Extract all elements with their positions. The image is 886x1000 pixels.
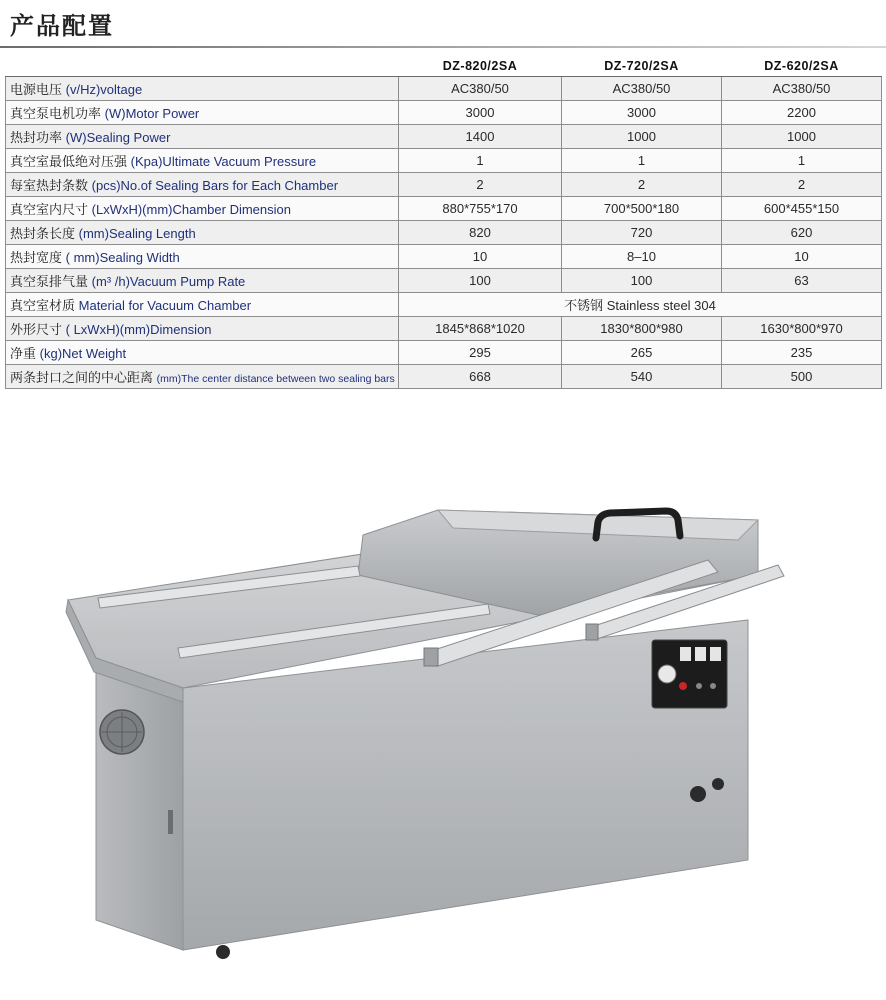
label-cn: 真空室最低绝对压强	[10, 154, 128, 169]
vacuum-sealer-image	[58, 480, 798, 960]
spec-table-header-row	[6, 56, 882, 77]
spec-cell: 63	[722, 269, 882, 293]
label-en: (kg)Net Weight	[39, 346, 127, 361]
label-cn: 两条封口之间的中心距离	[10, 370, 154, 385]
spec-row-chamber-dimension	[6, 197, 882, 221]
spec-row-center-distance	[6, 365, 882, 389]
spec-row-sealing-width	[6, 245, 882, 269]
label-en: Material for Vacuum Chamber	[78, 298, 252, 313]
spec-cell: 1830*800*980	[562, 317, 722, 341]
spec-header-model: DZ-820/2SA	[399, 56, 562, 77]
label-cn: 真空室内尺寸	[10, 202, 89, 217]
label-en: (m³ /h)Vacuum Pump Rate	[91, 274, 246, 289]
spec-row-label	[6, 365, 399, 389]
label-cn: 真空泵电机功率	[10, 106, 102, 121]
spec-row-vacuum-pressure	[6, 149, 882, 173]
spec-row-label	[6, 293, 399, 317]
label-en: ( LxWxH)(mm)Dimension	[65, 322, 212, 337]
spec-header-model: DZ-720/2SA	[562, 56, 722, 77]
spec-row-net-weight	[6, 341, 882, 365]
spec-row-motor-power	[6, 101, 882, 125]
spec-cell: AC380/50	[399, 77, 562, 101]
spec-cell: 2	[562, 173, 722, 197]
machine-side-panel	[96, 658, 183, 950]
spec-header-model: DZ-620/2SA	[722, 56, 882, 77]
spec-cell: 3000	[399, 101, 562, 125]
label-en: (mm)Sealing Length	[78, 226, 196, 241]
label-cn: 净重	[10, 346, 37, 361]
spec-row-label	[6, 77, 399, 101]
spec-cell: 620	[722, 221, 882, 245]
spec-row-pump-rate	[6, 269, 882, 293]
label-cn: 真空室材质	[10, 298, 76, 313]
spec-row-label	[6, 101, 399, 125]
spec-cell: 265	[562, 341, 722, 365]
spec-cell: 1630*800*970	[722, 317, 882, 341]
spec-row-label	[6, 173, 399, 197]
pressure-gauge-icon	[658, 665, 676, 683]
label-en: (W)Motor Power	[104, 106, 200, 121]
label-cn: 热封功率	[10, 130, 63, 145]
spec-cell: AC380/50	[722, 77, 882, 101]
label-cn: 外形尺寸	[10, 322, 63, 337]
spec-row-label	[6, 245, 399, 269]
spec-cell: AC380/50	[562, 77, 722, 101]
spec-cell: 10	[722, 245, 882, 269]
spec-cell: 1400	[399, 125, 562, 149]
spec-cell: 668	[399, 365, 562, 389]
caster-wheel	[712, 778, 724, 790]
spec-cell-merged: 不锈钢 Stainless steel 304	[399, 293, 882, 317]
spec-row-label	[6, 197, 399, 221]
spec-cell: 235	[722, 341, 882, 365]
label-cn: 热封条长度	[10, 226, 76, 241]
spec-cell: 10	[399, 245, 562, 269]
spec-cell: 295	[399, 341, 562, 365]
spec-row-voltage	[6, 77, 882, 101]
spec-row-sealing-bars	[6, 173, 882, 197]
spec-cell: 720	[562, 221, 722, 245]
spec-cell: 2	[722, 173, 882, 197]
caster-wheel	[690, 786, 706, 802]
label-cn: 每室热封条数	[10, 178, 89, 193]
spec-cell: 1000	[562, 125, 722, 149]
spec-cell: 820	[399, 221, 562, 245]
spec-row-dimension	[6, 317, 882, 341]
spec-row-label	[6, 221, 399, 245]
spec-cell: 880*755*170	[399, 197, 562, 221]
spec-cell: 2	[399, 173, 562, 197]
title-divider	[0, 46, 886, 48]
label-en: (LxWxH)(mm)Chamber Dimension	[91, 202, 291, 217]
side-door-handle	[168, 810, 173, 834]
label-en: ( mm)Sealing Width	[65, 250, 180, 265]
spec-cell: 3000	[562, 101, 722, 125]
spec-row-label	[6, 317, 399, 341]
spec-cell: 1845*868*1020	[399, 317, 562, 341]
spec-row-sealing-power	[6, 125, 882, 149]
spec-table	[5, 56, 882, 389]
spec-cell: 100	[562, 269, 722, 293]
spec-row-sealing-length	[6, 221, 882, 245]
caster-wheel	[216, 945, 230, 959]
label-cn: 电源电压	[10, 82, 63, 97]
label-en: (mm)The center distance between two sealing bars	[156, 373, 395, 385]
label-en: (W)Sealing Power	[65, 130, 171, 145]
red-button	[679, 682, 687, 690]
spec-row-label	[6, 269, 399, 293]
spec-cell: 1	[562, 149, 722, 173]
spec-cell: 700*500*180	[562, 197, 722, 221]
spec-cell: 1	[722, 149, 882, 173]
spec-cell: 540	[562, 365, 722, 389]
label-en: (pcs)No.of Sealing Bars for Each Chamber	[91, 178, 339, 193]
spec-cell: 500	[722, 365, 882, 389]
spec-header-blank	[6, 56, 399, 77]
label-en: (v/Hz)voltage	[65, 82, 143, 97]
label-en: (Kpa)Ultimate Vacuum Pressure	[130, 154, 317, 169]
spec-cell: 1	[399, 149, 562, 173]
spec-row-label	[6, 341, 399, 365]
spec-row-label	[6, 149, 399, 173]
label-cn: 热封宽度	[10, 250, 63, 265]
page-title: 产品配置	[10, 12, 114, 40]
spec-cell: 8–10	[562, 245, 722, 269]
spec-row-label	[6, 125, 399, 149]
spec-cell: 100	[399, 269, 562, 293]
spec-cell: 600*455*150	[722, 197, 882, 221]
spec-cell: 1000	[722, 125, 882, 149]
spec-row-chamber-material	[6, 293, 882, 317]
spec-cell: 2200	[722, 101, 882, 125]
label-cn: 真空泵排气量	[10, 274, 89, 289]
